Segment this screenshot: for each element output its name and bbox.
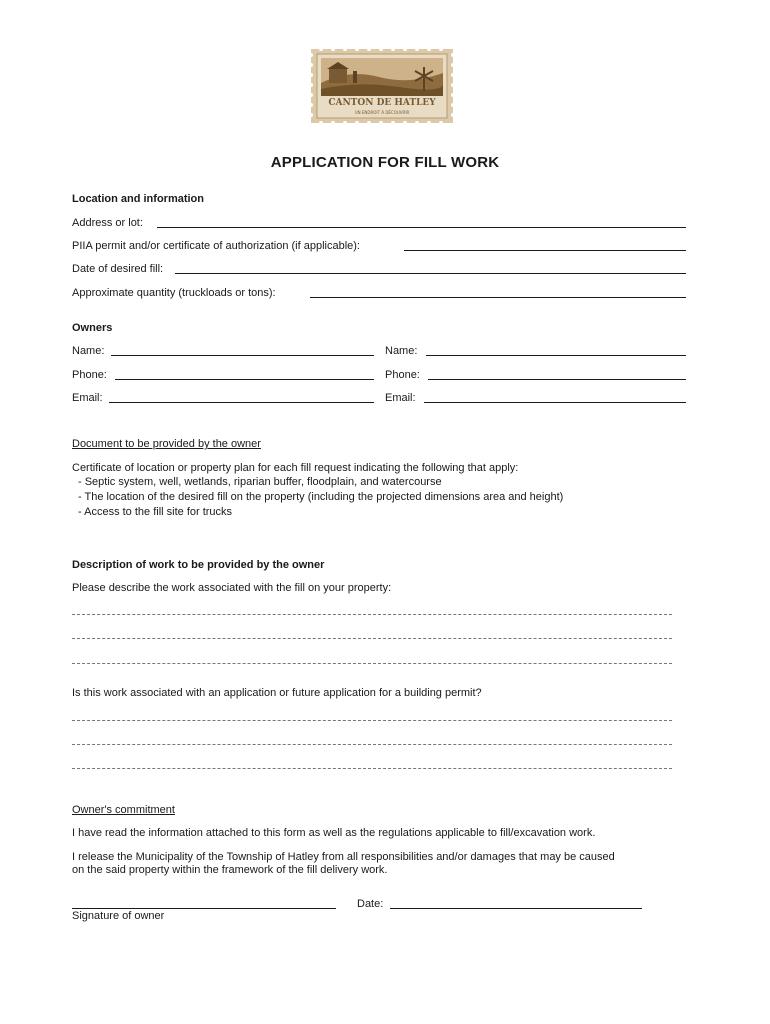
description-answer-line[interactable]	[72, 638, 672, 639]
location-heading: Location and information	[72, 193, 204, 205]
piia-label: PIIA permit and/or certificate of authorization (if applicable):	[72, 240, 360, 252]
quantity-field[interactable]	[310, 297, 686, 298]
piia-field[interactable]	[404, 250, 686, 251]
date-desired-label: Date of desired fill:	[72, 263, 164, 275]
address-label: Address or lot:	[72, 217, 143, 229]
documents-item: - The location of the desired fill on the property (including the projected dimensions area and height)	[78, 491, 564, 503]
permit-answer-line[interactable]	[72, 768, 672, 769]
owner2-name-field[interactable]	[426, 355, 686, 356]
documents-item: - Access to the fill site for trucks	[78, 506, 233, 518]
signature-date-label: Date:	[357, 898, 384, 910]
date-desired-field[interactable]	[175, 273, 686, 274]
owner1-email-label: Email:	[72, 392, 103, 404]
address-field[interactable]	[157, 227, 686, 228]
owner2-email-label: Email:	[385, 392, 416, 404]
documents-heading: Document to be provided by the owner	[72, 438, 261, 450]
canton-de-hatley-logo	[309, 47, 455, 125]
quantity-label: Approximate quantity (truckloads or tons):	[72, 287, 276, 299]
commitment-line-1: I have read the information attached to this form as well as the regulations applicable to fill/excavation work.	[72, 827, 596, 839]
owner1-name-field[interactable]	[111, 355, 374, 356]
signature-label: Signature of owner	[72, 910, 165, 922]
description-prompt: Please describe the work associated with the fill on your property:	[72, 582, 392, 594]
owner2-name-label: Name:	[385, 345, 418, 357]
commitment-line-2a: I release the Municipality of the Township of Hatley from all responsibilities and/or damages that may be caused	[72, 851, 615, 863]
owner2-phone-label: Phone:	[385, 369, 420, 381]
signature-date-field[interactable]	[390, 908, 642, 909]
owner2-email-field[interactable]	[424, 402, 686, 403]
logo-tagline: UN ENDROIT À DÉCOUVRIR	[354, 110, 410, 115]
owner1-phone-label: Phone:	[72, 369, 107, 381]
owner1-phone-field[interactable]	[115, 379, 374, 380]
permit-answer-line[interactable]	[72, 744, 672, 745]
page-title: APPLICATION FOR FILL WORK	[270, 154, 500, 171]
documents-intro: Certificate of location or property plan for each fill request indicating the following that apply:	[72, 462, 519, 474]
documents-item: - Septic system, well, wetlands, riparian buffer, floodplain, and watercourse	[78, 476, 442, 488]
owner1-email-field[interactable]	[109, 402, 374, 403]
logo-name: CANTON DE HATLEY	[328, 98, 436, 108]
description-answer-line[interactable]	[72, 614, 672, 615]
owners-heading: Owners	[72, 322, 113, 334]
owner1-name-label: Name:	[72, 345, 105, 357]
description-heading: Description of work to be provided by the owner	[72, 559, 325, 571]
commitment-heading: Owner's commitment	[72, 804, 175, 816]
signature-field[interactable]	[72, 908, 336, 909]
permit-answer-line[interactable]	[72, 720, 672, 721]
description-answer-line[interactable]	[72, 663, 672, 664]
commitment-line-2b: on the said property within the framework of the fill delivery work.	[72, 864, 388, 876]
building-permit-question: Is this work associated with an application or future application for a building permit?	[72, 687, 482, 699]
owner2-phone-field[interactable]	[428, 379, 686, 380]
